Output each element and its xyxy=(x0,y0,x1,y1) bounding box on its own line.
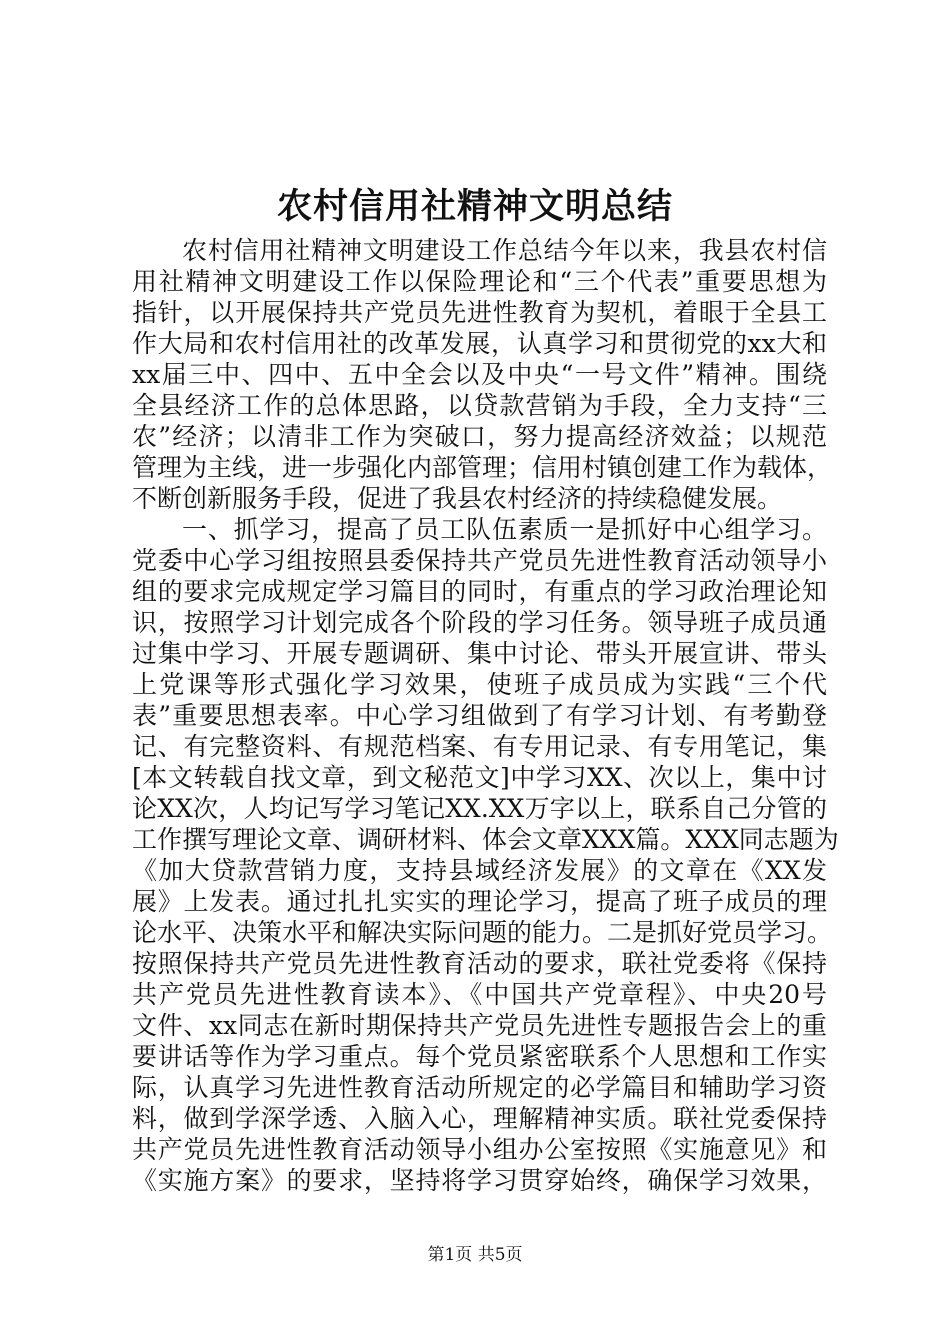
paragraph-line: 全县经济工作的总体思路，以贷款营销为手段，全力支持“三 xyxy=(132,391,827,420)
paragraph-line: 论XX次，人均记写学习笔记XX.XX万字以上，联系自己分管的 xyxy=(132,794,827,823)
paragraph-line: 不断创新服务手段，促进了我县农村经济的持续稳健发展。 xyxy=(132,484,783,513)
paragraph-line: xx届三中、四中、五中全会以及中央“一号文件”精神。围绕 xyxy=(132,360,827,389)
paragraph-line: 识，按照学习计划完成各个阶段的学习任务。领导班子成员通 xyxy=(132,608,827,637)
paragraph-line: 管理为主线，进一步强化内部管理；信用村镇创建工作为载体， xyxy=(132,453,833,482)
paragraph-line: 《实施方案》的要求，坚持将学习贯穿始终，确保学习效果， xyxy=(132,1166,827,1195)
paragraph-line: 共产党员先进性教育读本》、《中国共产党章程》、中央20号 xyxy=(132,980,827,1009)
paragraph-line: 组的要求完成规定学习篇目的同时，有重点的学习政治理论知 xyxy=(132,577,827,606)
document-body xyxy=(132,235,839,1196)
paragraph-line: 要讲话等作为学习重点。每个党员紧密联系个人思想和工作实 xyxy=(132,1042,827,1071)
paragraph-line: 共产党员先进性教育活动领导小组办公室按照《实施意见》和 xyxy=(132,1135,827,1164)
paragraph-line: 指针，以开展保持共产党员先进性教育为契机，着眼于全县工 xyxy=(132,298,827,327)
paragraph-line: 农村信用社精神文明建设工作总结今年以来，我县农村信 xyxy=(182,236,827,265)
document-title: 农村信用社精神文明总结 xyxy=(276,187,673,227)
paragraph-line: 料，做到学深学透、入脑入心，理解精神实质。联社党委保持 xyxy=(132,1104,827,1133)
paragraph-line: 用社精神文明建设工作以保险理论和“三个代表”重要思想为 xyxy=(132,267,827,296)
paragraph-line: 《加大贷款营销力度，支持县域经济发展》的文章在《XX发 xyxy=(132,856,827,885)
paragraph-line: 展》上发表。通过扎扎实实的理论学习，提高了班子成员的理 xyxy=(132,887,827,916)
paragraph-line: 工作撰写理论文章、调研材料、体会文章XXX篇。XXX同志题为 xyxy=(132,825,839,854)
paragraph-line: 论水平、决策水平和解决实际问题的能力。二是抓好党员学习。 xyxy=(132,918,833,947)
paragraph-line: 作大局和农村信用社的改革发展，认真学习和贯彻党的xx大和 xyxy=(132,329,827,358)
paragraph-line: 记、有完整资料、有规范档案、有专用记录、有专用笔记，集 xyxy=(132,732,827,761)
paragraph-line: 过集中学习、开展专题调研、集中讨论、带头开展宣讲、带头 xyxy=(132,639,827,668)
paragraph-line: 际，认真学习先进性教育活动所规定的必学篇目和辅助学习资 xyxy=(132,1073,827,1102)
paragraph-line: 上党课等形式强化学习效果，使班子成员成为实践“三个代 xyxy=(132,670,827,699)
paragraph-line: 农”经济；以清非工作为突破口，努力提高经济效益；以规范 xyxy=(132,422,827,451)
paragraph-line: [本文转载自找文章，到文秘范文]中学习XX、次以上，集中讨 xyxy=(132,763,827,792)
paragraph-line: 文件、xx同志在新时期保持共产党员先进性专题报告会上的重 xyxy=(132,1011,827,1040)
paragraph-line: 表”重要思想表率。中心学习组做到了有学习计划、有考勤登 xyxy=(132,701,827,730)
paragraph-line: 按照保持共产党员先进性教育活动的要求，联社党委将《保持 xyxy=(132,949,827,978)
paragraph-line: 党委中心学习组按照县委保持共产党员先进性教育活动领导小 xyxy=(132,546,827,575)
paragraph-line: 一、抓学习，提高了员工队伍素质一是抓好中心组学习。 xyxy=(182,515,827,544)
page-footer: 第1页 共5页 xyxy=(427,1245,523,1265)
